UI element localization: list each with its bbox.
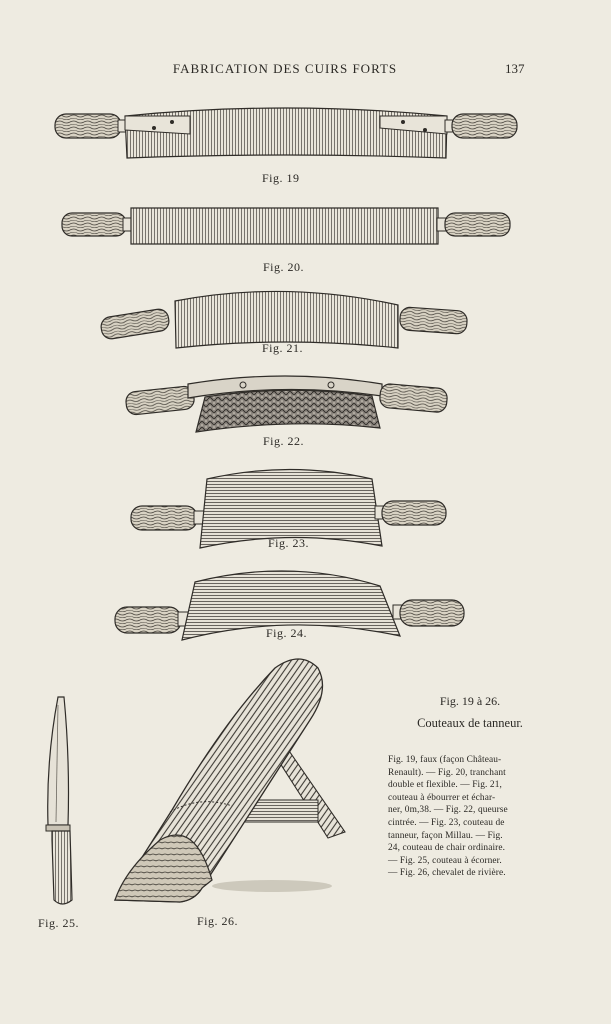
- fig25-label: Fig. 25.: [38, 916, 80, 930]
- fig20-label: Fig. 20.: [263, 260, 305, 274]
- fig23-label: Fig. 23.: [268, 536, 310, 550]
- fig19-label: Fig. 19: [262, 171, 300, 185]
- caption-line: ner, 0m,38. — Fig. 22, queurse: [388, 805, 508, 816]
- running-head: FABRICATION DES CUIRS FORTS: [172, 61, 398, 76]
- caption-line: Fig. 19, faux (façon Château-: [388, 755, 502, 765]
- caption-line: cintrée. — Fig. 23, couteau de: [388, 817, 505, 828]
- fig26-tanners-beam: [115, 659, 345, 902]
- caption-line: 24, couteau de chair ordinaire.: [388, 843, 506, 854]
- fig22-label: Fig. 22.: [263, 434, 305, 448]
- fig26-label: Fig. 26.: [197, 914, 239, 928]
- caption-title: Couteaux de tanneur.: [417, 716, 523, 730]
- fig19-scythe-knife: [55, 108, 517, 158]
- fig22-curved-queurse: [125, 376, 448, 432]
- fig21-label: Fig. 21.: [262, 341, 304, 355]
- page-number: 137: [505, 61, 525, 76]
- caption-line: — Fig. 26, chevalet de rivière.: [388, 868, 506, 879]
- fig20-flexible-blade: [62, 208, 510, 244]
- fig24-label: Fig. 24.: [266, 626, 308, 640]
- caption-line: couteau à ébourrer et échar-: [388, 792, 496, 803]
- caption-figure-range: Fig. 19 à 26.: [439, 694, 501, 708]
- caption-line: — Fig. 25, couteau à écorner.: [388, 855, 502, 866]
- caption-line: tanneur, façon Millau. — Fig.: [388, 830, 503, 841]
- caption-line: Renault). — Fig. 20, tranchant: [388, 767, 506, 778]
- fig25-dehorning-knife: [46, 697, 72, 904]
- caption-body: [388, 754, 546, 880]
- caption-line: double et flexible. — Fig. 21,: [388, 780, 502, 791]
- fig21-fleshing-knife: [100, 291, 468, 348]
